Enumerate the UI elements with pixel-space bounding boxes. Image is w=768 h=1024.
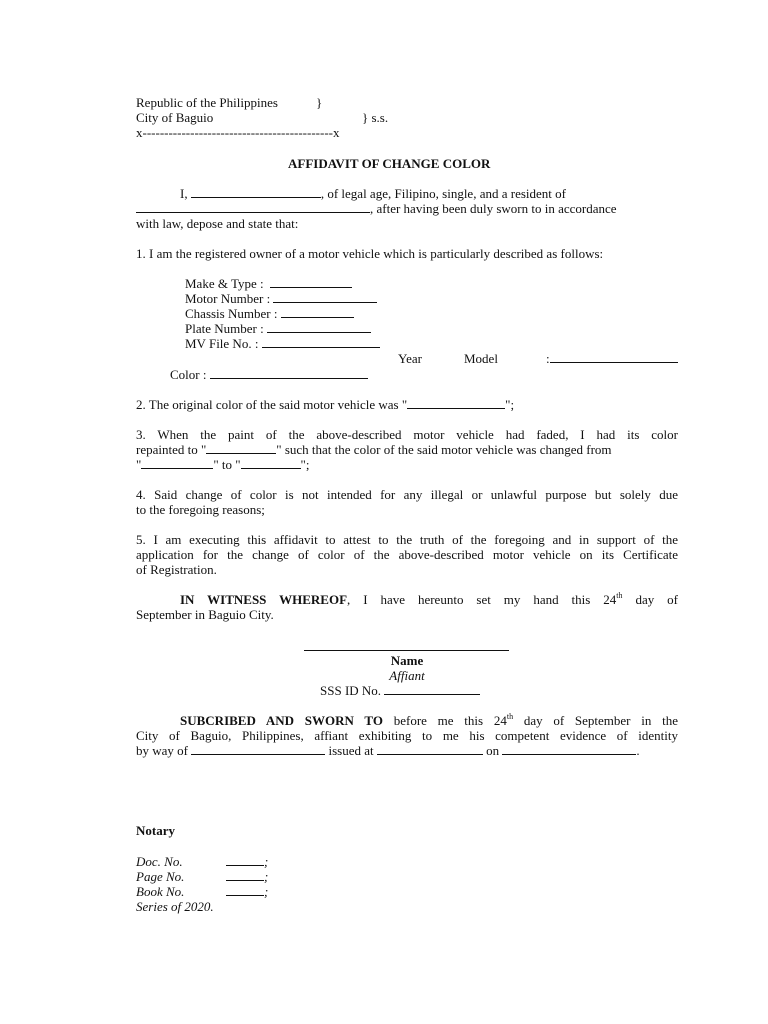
sss-blank xyxy=(384,683,480,695)
page-no-blank-row xyxy=(226,869,268,884)
city-text: City of Baguio xyxy=(136,110,214,125)
doc-no-blank-row xyxy=(226,854,268,869)
notary-text: Notary xyxy=(136,823,175,838)
page-label: Page No. xyxy=(136,869,185,884)
witness-line-2 xyxy=(136,607,274,622)
item-5-line-1 xyxy=(136,532,678,547)
intro-depose: with law, depose and state that: xyxy=(136,216,299,231)
to-color-blank xyxy=(241,457,301,469)
quote-open: " xyxy=(136,457,142,472)
motor-label: Motor Number : xyxy=(185,291,271,306)
item-4-line-2 xyxy=(136,502,265,517)
intro-line-1 xyxy=(180,186,566,201)
witness-sup: th xyxy=(616,590,623,600)
sss-id-row xyxy=(320,683,480,698)
model-text: Model xyxy=(464,351,498,366)
by-way-text: by way of xyxy=(136,743,188,758)
color-blank xyxy=(210,367,368,379)
intro-resident: , of legal age, Filipino, single, and a resident of xyxy=(320,186,566,201)
sworn-end: day of September in the xyxy=(513,713,679,728)
make-label: Make & Type : xyxy=(185,276,264,291)
mv-blank xyxy=(262,336,380,348)
book-blank xyxy=(226,884,264,896)
doc-label: Doc. No. xyxy=(136,854,183,869)
item-5-line-3 xyxy=(136,562,217,577)
book-no-blank-row xyxy=(226,884,268,899)
brace-text: } xyxy=(316,95,323,110)
sworn-line-3 xyxy=(136,743,640,758)
color-row xyxy=(170,367,368,382)
book-semi: ; xyxy=(264,884,269,899)
intro-i: I, xyxy=(180,186,188,201)
affiant-text: Affiant xyxy=(389,668,425,683)
evidence-blank xyxy=(191,743,325,755)
chassis-blank xyxy=(281,306,354,318)
new-color-blank xyxy=(206,442,276,454)
item-5-text-3: of Registration. xyxy=(136,562,217,577)
chassis-label: Chassis Number : xyxy=(185,306,278,321)
model-blank xyxy=(550,351,678,363)
plate-blank xyxy=(267,321,371,333)
header-republic xyxy=(136,95,278,110)
plate-number-row xyxy=(185,321,371,336)
witness-bold: IN WITNESS WHEREOF xyxy=(180,592,348,607)
residence-blank xyxy=(136,201,370,213)
issued-date-blank xyxy=(502,743,636,755)
model-blank-row xyxy=(546,351,678,366)
header-divider xyxy=(136,125,339,140)
intro-line-2 xyxy=(136,201,617,216)
motor-number-row xyxy=(185,291,377,306)
page-blank xyxy=(226,869,264,881)
divider-text: x--------------------------------------------x xyxy=(136,125,340,140)
mv-file-row xyxy=(185,336,380,351)
book-label: Book No. xyxy=(136,884,185,899)
item-5-text-2: application for the change of color of the above-described motor vehicle on its Certificate xyxy=(136,547,678,562)
doc-semi: ; xyxy=(264,854,269,869)
year-text: Year xyxy=(398,351,422,366)
year-label xyxy=(398,351,422,366)
item-2 xyxy=(136,397,514,412)
model-colon: : xyxy=(546,351,550,366)
republic-text: Republic of the Philippines xyxy=(136,95,278,110)
item-4-text: 4. Said change of color is not intended for any illegal or unlawful purpose but solely due xyxy=(136,487,678,502)
doc-blank xyxy=(226,854,264,866)
item-3-line-1 xyxy=(136,427,678,442)
name-text: Name xyxy=(390,653,424,668)
notary-title xyxy=(136,823,175,838)
doc-no-row xyxy=(136,854,183,869)
intro-line-3 xyxy=(136,216,298,231)
issued-at-text: issued at xyxy=(328,743,374,758)
sss-label: SSS ID No. xyxy=(320,683,382,698)
witness-text-2: September in Baguio City. xyxy=(136,607,274,622)
sworn-sup: th xyxy=(506,711,514,721)
intro-sworn: , after having been duly sworn to in accordance xyxy=(370,201,617,216)
original-color-blank xyxy=(407,397,505,409)
page-no-row xyxy=(136,869,184,884)
sworn-text: before me this 24 xyxy=(382,713,507,728)
item-3-line-3 xyxy=(136,457,309,472)
sworn-period: . xyxy=(636,743,640,758)
name-blank xyxy=(191,186,321,198)
item-4-text-2: to the foregoing reasons; xyxy=(136,502,265,517)
signature-line xyxy=(304,650,509,651)
item-3-line-2 xyxy=(136,442,612,457)
color-label: Color : xyxy=(170,367,207,382)
item-2-text: 2. The original color of the said motor vehicle was " xyxy=(136,397,408,412)
ss-text: } s.s. xyxy=(362,110,389,125)
header-city xyxy=(136,110,213,125)
item-1 xyxy=(136,246,603,261)
quote-close: "; xyxy=(300,457,310,472)
header-brace xyxy=(316,95,322,110)
sworn-line-1 xyxy=(180,713,678,728)
series-text: Series of 2020. xyxy=(136,899,214,914)
witness-line-1 xyxy=(180,592,678,607)
repainted-text: repainted to " xyxy=(136,442,207,457)
to-text: " to " xyxy=(213,457,241,472)
motor-blank xyxy=(273,291,377,303)
document-title xyxy=(288,156,490,171)
sworn-bold: SUBCRIBED AND SWORN TO xyxy=(180,713,383,728)
item-5-text: 5. I am executing this affidavit to attest to the truth of the foregoing and in support of the xyxy=(136,532,678,547)
header-ss xyxy=(362,110,388,125)
item-4-line-1 xyxy=(136,487,678,502)
on-text: on xyxy=(486,743,500,758)
item-1-text: 1. I am the registered owner of a motor vehicle which is particularly described as follows: xyxy=(136,246,604,261)
item-5-line-2 xyxy=(136,547,678,562)
item-3-text: 3. When the paint of the above-described motor vehicle had faded, I had its color xyxy=(136,427,678,442)
sworn-line-2 xyxy=(136,728,678,743)
page-semi: ; xyxy=(264,869,269,884)
make-blank xyxy=(270,276,352,288)
signature-affiant xyxy=(306,668,508,683)
chassis-number-row xyxy=(185,306,354,321)
make-type-row xyxy=(185,276,352,291)
series-row xyxy=(136,899,214,914)
from-color-blank xyxy=(141,457,213,469)
witness-end: day of xyxy=(622,592,678,607)
book-no-row xyxy=(136,884,184,899)
issued-place-blank xyxy=(377,743,483,755)
signature-name xyxy=(306,653,508,668)
changed-from-text: " such that the color of the said motor vehicle was changed from xyxy=(276,442,612,457)
title-text: AFFIDAVIT OF CHANGE COLOR xyxy=(288,156,491,171)
sworn-text-2: City of Baguio, Philippines, affiant exhibiting to me his competent evidence of identity xyxy=(136,728,678,743)
plate-label: Plate Number : xyxy=(185,321,264,336)
mv-label: MV File No. : xyxy=(185,336,259,351)
item-2-end: "; xyxy=(505,397,515,412)
model-label xyxy=(464,351,498,366)
witness-text: , I have hereunto set my hand this 24 xyxy=(347,592,617,607)
